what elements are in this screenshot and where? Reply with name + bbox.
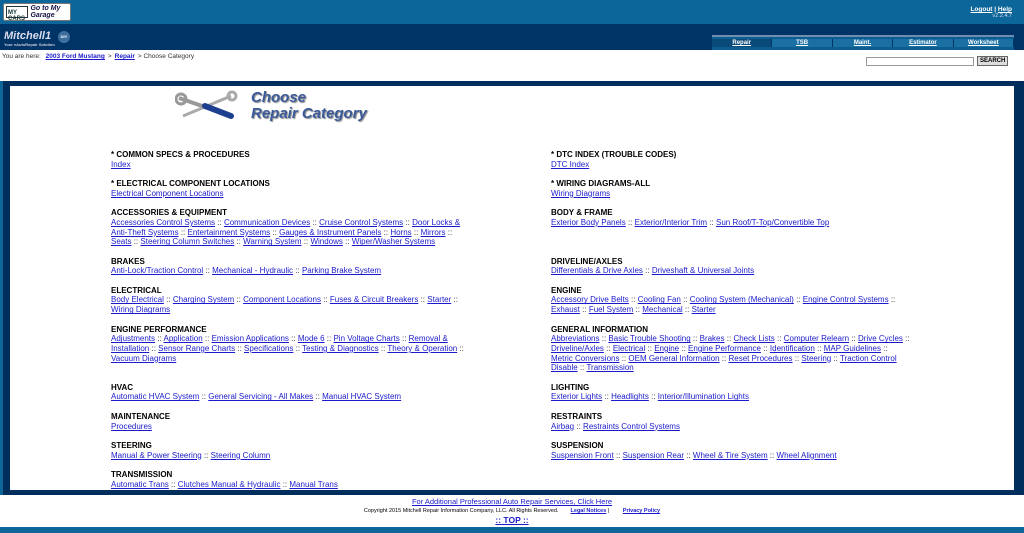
breadcrumb-repair[interactable]: Repair — [114, 53, 135, 60]
category-link[interactable]: Steering Column Switches — [140, 237, 235, 247]
category-link[interactable]: Accessory Drive Belts — [551, 295, 629, 305]
category-link[interactable]: Gauges & Instrument Panels — [279, 227, 382, 237]
category-link[interactable]: Manual Trans — [289, 479, 338, 489]
separator: :: — [413, 227, 419, 237]
category-link[interactable]: Accessories Control Systems — [111, 217, 216, 227]
category-section — [551, 412, 911, 431]
section-title: LIGHTING — [551, 382, 590, 392]
category-section — [551, 257, 911, 276]
category-link[interactable]: Check Lists — [733, 334, 775, 344]
category-section — [551, 441, 911, 460]
category-link[interactable]: Driveline/Axles — [551, 343, 604, 353]
separator: :: — [604, 392, 609, 402]
category-section — [551, 286, 911, 315]
separator: :: — [692, 334, 698, 344]
separator: :: — [645, 266, 650, 276]
category-link[interactable]: Suspension Rear — [622, 450, 684, 460]
section-title: ELECTRICAL — [111, 285, 162, 295]
section-title: GENERAL INFORMATION — [551, 324, 649, 334]
separator: :: — [204, 334, 210, 344]
category-link[interactable]: Sun Roof/T-Top/Convertible Top — [716, 217, 830, 227]
section-title: * ELECTRICAL COMPONENT LOCATIONS — [111, 179, 270, 189]
account-links: Logout | Help v2.2.4.7 — [970, 6, 1012, 19]
category-link[interactable]: Specifications — [244, 343, 294, 353]
category-section — [111, 412, 471, 431]
tab-maint[interactable]: Maint. — [833, 39, 893, 47]
category-row — [111, 150, 991, 179]
category-section — [111, 257, 471, 276]
category-section — [111, 179, 471, 198]
separator: :: — [420, 295, 426, 305]
category-link[interactable]: Communication Devices — [223, 217, 311, 227]
category-link[interactable]: Steering — [801, 353, 832, 363]
category-section — [111, 150, 471, 169]
separator: :: — [606, 343, 611, 353]
category-link[interactable]: Wiring Diagrams — [111, 305, 171, 315]
legal-notices-link[interactable]: Legal Notices — [570, 508, 607, 514]
category-link[interactable]: Electrical Component Locations — [111, 188, 224, 198]
separator: :: — [157, 334, 162, 344]
tab-worksheet[interactable]: Worksheet — [954, 39, 1014, 47]
category-link[interactable]: Mechanical — [642, 305, 683, 315]
category-link[interactable]: Vacuum Diagrams — [111, 353, 177, 363]
content-panel — [10, 86, 1014, 490]
category-link[interactable]: Fuel System — [588, 305, 634, 315]
separator: :: — [684, 305, 690, 315]
separator: :: — [295, 343, 301, 353]
category-link[interactable]: Starter — [427, 295, 452, 305]
category-link[interactable]: DTC Index — [551, 159, 590, 169]
category-link[interactable]: Wheel Alignment — [776, 450, 837, 460]
category-link[interactable]: Engine — [654, 343, 680, 353]
separator: :: — [817, 343, 822, 353]
separator: :: — [686, 450, 691, 460]
category-section — [111, 208, 471, 247]
breadcrumb-vehicle[interactable]: 2003 Ford Mustang — [45, 53, 105, 60]
logout-link[interactable]: Logout — [970, 6, 993, 13]
separator: :: — [133, 237, 139, 247]
separator: :: — [681, 343, 686, 353]
section-title: * WIRING DIAGRAMS-ALL — [551, 179, 651, 189]
section-title: DRIVELINE/AXLES — [551, 256, 623, 266]
category-list — [111, 150, 991, 499]
category-link[interactable]: MAP Guidelines — [823, 343, 881, 353]
section-title: RESTRAINTS — [551, 411, 603, 421]
category-link[interactable]: Sensor Range Charts — [158, 343, 236, 353]
category-section — [551, 383, 911, 402]
category-link[interactable]: Procedures — [111, 421, 152, 431]
category-link[interactable]: General Servicing - All Makes — [208, 392, 314, 402]
category-link[interactable]: Exhaust — [551, 305, 580, 315]
category-link[interactable]: Index — [111, 159, 131, 169]
separator: :: — [203, 450, 209, 460]
category-section — [111, 470, 471, 489]
main-tabs — [712, 35, 1014, 50]
category-link[interactable]: Interior/Illumination Lights — [657, 392, 749, 402]
separator: :: — [890, 295, 896, 305]
separator: :: — [236, 237, 241, 247]
category-link[interactable]: Electrical — [612, 343, 646, 353]
separator: :: — [291, 334, 296, 344]
category-link[interactable]: Restraints Control Systems — [583, 421, 680, 431]
separator: :: — [883, 343, 888, 353]
category-link[interactable]: Wheel & Tire System — [692, 450, 768, 460]
category-link[interactable]: Driveshaft & Universal Joints — [651, 266, 755, 276]
separator: :: — [459, 343, 464, 353]
category-row — [111, 257, 991, 286]
search-form — [866, 53, 1012, 69]
separator: :: — [151, 343, 156, 353]
breadcrumb-current: Choose Category — [143, 53, 195, 60]
category-link[interactable]: Testing & Diagnostics — [302, 343, 379, 353]
privacy-policy-link[interactable]: Privacy Policy — [622, 508, 661, 514]
separator: :: — [217, 217, 222, 227]
separator: :: — [763, 343, 768, 353]
separator: :: — [380, 343, 386, 353]
section-title: ENGINE — [551, 285, 582, 295]
back-to-top-link[interactable]: :: TOP :: — [495, 515, 529, 525]
separator: :: — [647, 343, 652, 353]
category-link[interactable]: Manual & Power Steering — [111, 450, 202, 460]
separator: :: — [326, 334, 332, 344]
category-link[interactable]: Wiper/Washer Systems — [351, 237, 436, 247]
separator: :: — [709, 217, 714, 227]
footer: For Additional Professional Auto Repair Services, Click Here Copyright 2015 Mitchell Repair Information Company, LLC. All Rights Reserved. Legal Notices | Privacy Policy :: TOP :: — [363, 497, 661, 525]
tab-repair[interactable]: Repair — [712, 39, 772, 47]
category-link[interactable]: Brakes — [699, 334, 725, 344]
separator: :: — [576, 421, 581, 431]
category-link[interactable]: Engine Performance — [688, 343, 761, 353]
category-link[interactable]: Mechanical - Hydraulic — [212, 266, 294, 276]
garage-label: Go to My Garage — [30, 5, 61, 19]
category-link[interactable]: OEM General Information — [628, 353, 720, 363]
tab-estimator[interactable]: Estimator — [893, 39, 953, 47]
separator: :: — [315, 392, 320, 402]
search-button[interactable]: SEARCH — [977, 56, 1008, 66]
category-link[interactable]: Automatic HVAC System — [111, 392, 200, 402]
category-section — [111, 383, 471, 402]
separator: :: — [171, 479, 176, 489]
section-title: STEERING — [111, 440, 152, 450]
category-link[interactable]: Reset Procedures — [728, 353, 793, 363]
category-link[interactable]: Exterior Body Panels — [551, 217, 626, 227]
separator: :: — [405, 217, 410, 227]
category-row — [111, 286, 991, 325]
separator: :: — [796, 295, 801, 305]
category-link[interactable]: Starter — [691, 305, 716, 315]
separator: :: — [905, 334, 910, 344]
separator: :: — [282, 479, 288, 489]
separator: :: — [345, 237, 350, 247]
separator: :: — [651, 392, 656, 402]
category-link[interactable]: Differentials & Drive Axles — [551, 266, 643, 276]
separator: :: — [166, 295, 171, 305]
category-link[interactable]: Component Locations — [243, 295, 321, 305]
category-row — [111, 325, 991, 383]
separator: :: — [579, 363, 585, 373]
category-link[interactable]: Removal & Installation — [111, 334, 448, 353]
category-link[interactable]: Exterior Lights — [551, 392, 603, 402]
section-title: ACCESSORIES & EQUIPMENT — [111, 208, 228, 218]
category-link[interactable]: Computer Relearn — [783, 334, 850, 344]
category-link[interactable]: Basic Trouble Shooting — [608, 334, 691, 344]
category-link[interactable]: Manual HVAC System — [322, 392, 402, 402]
category-link[interactable]: Emission Applications — [211, 334, 289, 344]
category-link[interactable]: Steering Column — [210, 450, 271, 460]
separator: :: — [721, 353, 727, 363]
category-link[interactable]: Fuses & Circuit Breakers — [329, 295, 419, 305]
category-section — [551, 179, 911, 198]
separator: :: — [631, 295, 636, 305]
category-row — [111, 383, 991, 412]
category-link[interactable]: Warning System — [243, 237, 302, 247]
separator: :: — [205, 266, 210, 276]
section-title: BRAKES — [111, 256, 145, 266]
category-section — [111, 325, 471, 364]
page-title: Choose Repair Category — [251, 89, 367, 122]
category-link[interactable]: Adjustments — [111, 334, 156, 344]
category-link[interactable]: Wiring Diagrams — [551, 188, 611, 198]
search-input[interactable] — [866, 57, 974, 66]
category-link[interactable]: Cruise Control Systems — [319, 217, 404, 227]
category-link[interactable]: Headlights — [611, 392, 649, 402]
category-section — [551, 150, 911, 169]
separator: :: — [615, 450, 621, 460]
section-title: * COMMON SPECS & PROCEDURES — [111, 150, 250, 159]
separator: :: — [303, 237, 309, 247]
separator: :: — [201, 392, 207, 402]
section-title: MAINTENANCE — [111, 411, 171, 421]
category-link[interactable]: Mirrors — [420, 227, 446, 237]
go-to-my-garage-button[interactable] — [3, 3, 71, 21]
category-link[interactable]: Charging System — [172, 295, 235, 305]
category-link[interactable]: Anti-Lock/Traction Control — [111, 266, 204, 276]
category-link[interactable]: Seats — [111, 237, 132, 247]
category-section — [111, 286, 471, 315]
category-link[interactable]: Transmission — [586, 363, 634, 373]
category-link[interactable]: Mode 6 — [297, 334, 325, 344]
category-section — [111, 441, 471, 460]
category-row — [111, 208, 991, 257]
separator: :: — [777, 334, 782, 344]
bottom-bar — [0, 527, 1024, 533]
category-link[interactable]: Engine Control Systems — [802, 295, 889, 305]
separator: :: — [453, 295, 458, 305]
separator: :: — [601, 334, 607, 344]
category-link[interactable]: Traction Control Disable — [551, 353, 897, 373]
category-row — [111, 441, 991, 470]
category-link[interactable]: Theory & Operation — [387, 343, 458, 353]
separator: :: — [236, 295, 241, 305]
category-link[interactable]: Drive Cycles — [858, 334, 903, 344]
separator: :: — [794, 353, 800, 363]
category-link[interactable]: Clutches Manual & Hydraulic — [177, 479, 281, 489]
separator: :: — [833, 353, 838, 363]
separator: :: — [323, 295, 328, 305]
separator: :: — [769, 450, 775, 460]
category-link[interactable]: Suspension Front — [551, 450, 614, 460]
separator: :: — [295, 266, 300, 276]
section-title: * DTC INDEX (TROUBLE CODES) — [551, 150, 677, 159]
help-link[interactable]: Help — [997, 6, 1012, 13]
separator: :: — [683, 295, 688, 305]
separator: :: — [312, 217, 317, 227]
category-link[interactable]: Body Electrical — [111, 295, 164, 305]
category-link[interactable]: Airbag — [551, 421, 575, 431]
content-frame — [0, 81, 1024, 495]
section-title: BODY & FRAME — [551, 208, 613, 218]
category-link[interactable]: Parking Brake System — [301, 266, 382, 276]
separator: :: — [237, 343, 242, 353]
additional-services-link[interactable]: For Additional Professional Auto Repair Services, Click Here — [411, 497, 613, 506]
separator: :: — [726, 334, 732, 344]
category-link[interactable]: Application — [163, 334, 203, 344]
category-section — [551, 325, 911, 374]
category-link[interactable]: Entertainment Systems — [187, 227, 271, 237]
category-link[interactable]: Cooling System (Mechanical) — [689, 295, 794, 305]
mitchell1-logo: Mitchell1 Your eAutoRepair Solution — [4, 30, 55, 47]
version: v2.2.4.7 — [992, 13, 1012, 19]
separator: :: — [627, 217, 633, 227]
category-link[interactable]: Cooling Fan — [637, 295, 681, 305]
category-link[interactable]: Identification — [769, 343, 815, 353]
category-link[interactable]: Abbreviations — [551, 334, 600, 344]
category-link[interactable]: Exterior/Interior Trim — [634, 217, 708, 227]
category-section — [551, 208, 911, 227]
section-title: ENGINE PERFORMANCE — [111, 324, 207, 334]
diy-badge: DIY — [58, 31, 70, 43]
separator: :: — [447, 227, 453, 237]
category-link[interactable]: Door Locks & Anti-Theft Systems — [111, 217, 461, 237]
separator: :: — [383, 227, 389, 237]
category-row — [111, 470, 991, 499]
copyright: Copyright 2015 Mitchell Repair Information Company, LLC. All Rights Reserved. — [363, 508, 559, 514]
separator: :: — [401, 334, 407, 344]
category-row — [111, 412, 991, 441]
category-link[interactable]: Metric Conversions — [551, 353, 620, 363]
category-link[interactable]: Windows — [310, 237, 343, 247]
separator: :: — [582, 305, 587, 315]
breadcrumb: You are here: 2003 Ford Mustang > Repair > Choose Category — [2, 53, 195, 60]
category-link[interactable]: Pin Voltage Charts — [333, 334, 400, 344]
my-cars-plate-icon: MY CARS — [6, 6, 28, 18]
tab-tsb[interactable]: TSB — [772, 39, 832, 47]
page-header — [175, 90, 367, 122]
category-link[interactable]: Automatic Trans — [111, 479, 169, 489]
category-link[interactable]: Horns — [390, 227, 412, 237]
separator: :: — [272, 227, 277, 237]
section-title: TRANSMISSION — [111, 470, 173, 480]
category-row — [111, 179, 991, 208]
separator: :: — [180, 227, 186, 237]
wrench-screwdriver-icon — [175, 90, 239, 122]
separator: :: — [621, 353, 627, 363]
section-title: SUSPENSION — [551, 440, 604, 450]
separator: :: — [851, 334, 856, 344]
section-title: HVAC — [111, 382, 134, 392]
top-bar — [0, 0, 1024, 24]
separator: :: — [635, 305, 640, 315]
